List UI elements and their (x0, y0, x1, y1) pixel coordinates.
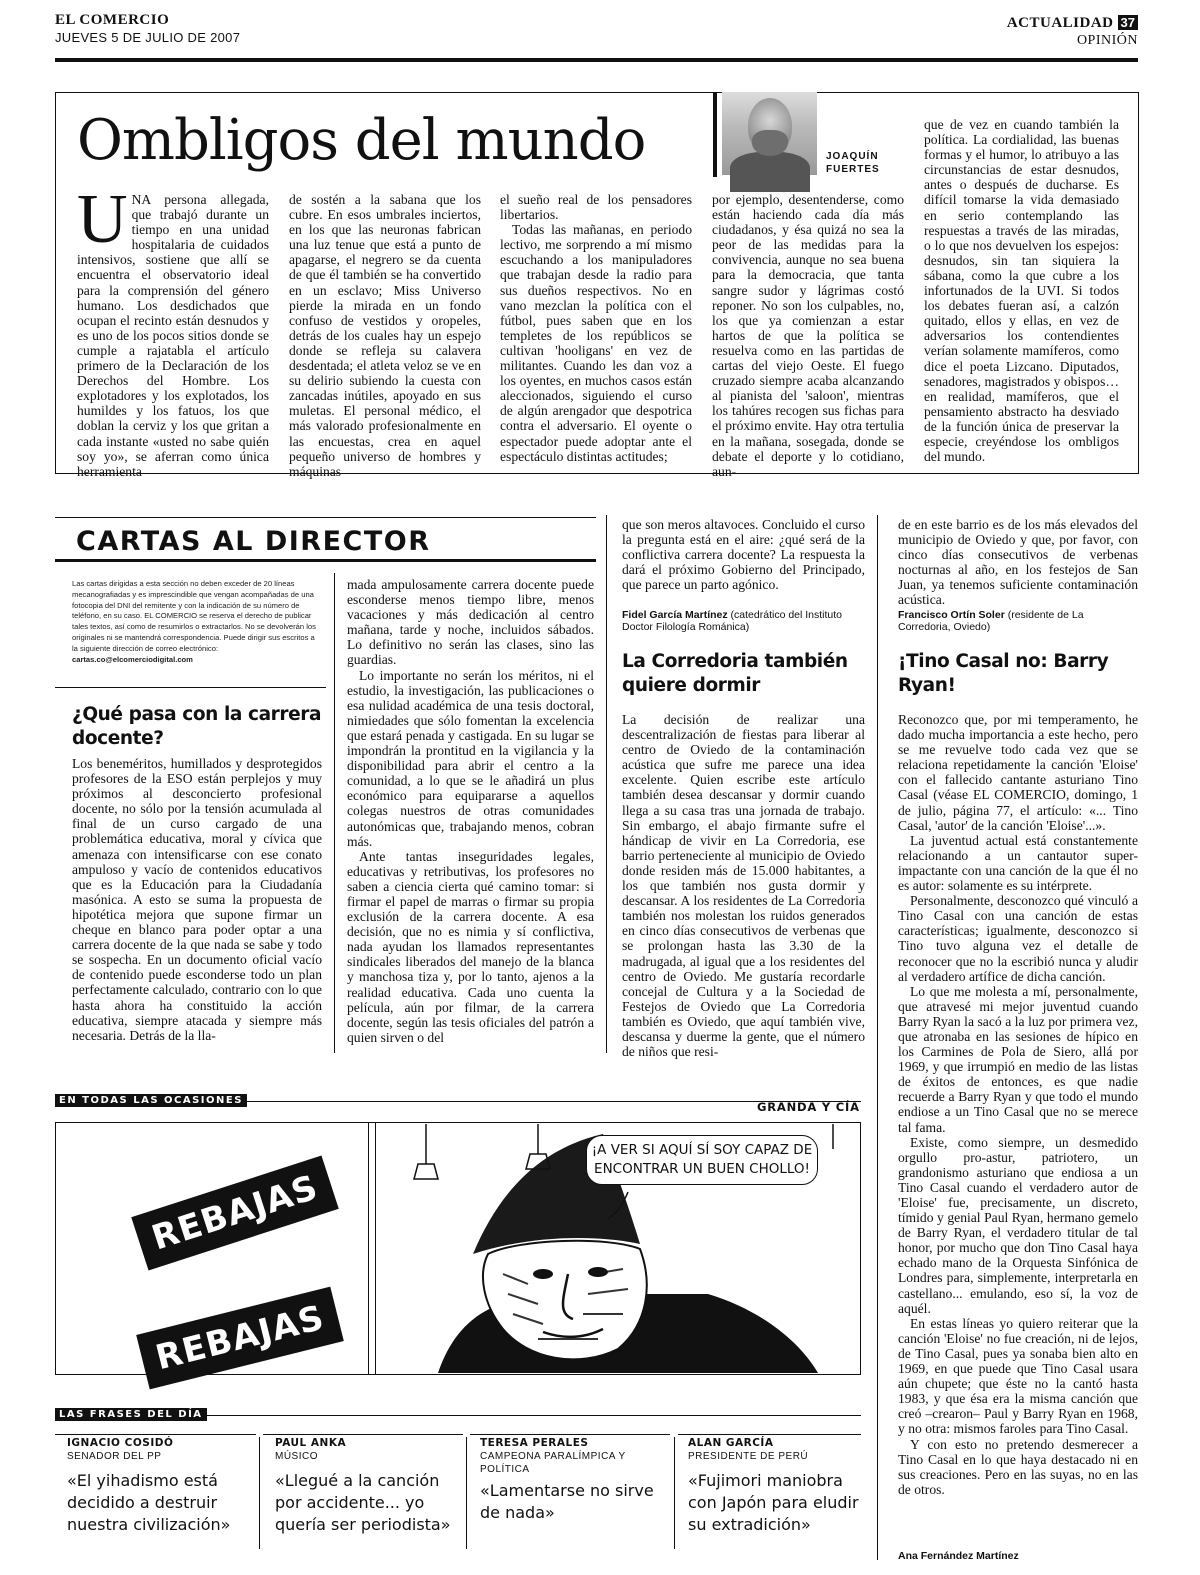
section-name: ACTUALIDAD (1006, 15, 1114, 31)
letter3-p7: Y con esto no pretendo desmerecer a Tino Casal en lo que haya destacado ni en sus creaciones. Pero en las suyas, no en las de otros. (898, 1436, 1138, 1497)
letter3-p1: Reconozco que, por mi temperamento, he dado mucha importancia a este hecho, pero se me revuelve todo cada vez que se relaciona repetidamente la canción 'Eloise' con el fallecido cantante asturiano Tino Casal (véase EL COMERCIO, domingo, 1 de julio, página 77, el artículo: «... Tino Casal, 'autor' de la canción 'Eloise'...». (898, 712, 1138, 833)
column-rule (606, 515, 607, 1053)
frases-col-rule (55, 1434, 256, 1435)
opinion-col3-p1: el sueño real de los pensadores libertarios. (500, 192, 692, 223)
letter2-p1: La decisión de realizar una descentralización de fiestas para liberar al centro de Oviedo de la contaminación acústica que sufre me parece una idea excelente. Quien escribe este artículo también desea descansar y dormir cuando llega a su casa tras una jornada de trabajo. Sin embargo, el abajo firmante sufre el hándicap de vivir en La Corredoria, ese barrio perteneciente al municipio de Oviedo donde residen más de 15.000 habitantes, a los que también nos gusta dormir y descansar. A los residentes de La Corredoria también nos molestan los ruidos generados en cinco días consecutivos de verbenas que se prolongan hasta las 3.30 de la madrugada, al igual que a los residentes del centro de Oviedo. Me gustaría recordarle concejal de Cultura y a la Sociedad de Festejos de Oviedo que La Corredoria también es Oviedo, que aquí también vive, descansa y duerme la gente, que el número de niños que resi- (622, 712, 865, 1060)
page-number: 37 (1118, 15, 1138, 30)
letter3-signature (898, 1550, 1138, 1562)
frase-role: PRESIDENTE DE PERÚ (688, 1451, 809, 1462)
letter3-p5: Existe, como siempre, un desmedido orgullo pro-astur, patriotero, un grandonismo asturiano que endiosa a un Tino Casal cuando el verdadero autor de 'Eloise' fue, precisamente, un discreto, tímido y genial Paul Ryan, hermano gemelo de Barry Ryan, el verdadero titular de tal honor, por mucho que don Tino Casal haya echado mano de la Orquesta Sinfónica de Londres para, simplemente, interpretarla en castellano... emulando, eso sí, la voz de aquél. (898, 1134, 1138, 1316)
page-header-left (55, 12, 240, 45)
letter2-sig-role: (residente de La Corredoria, Oviedo) (898, 609, 1084, 633)
frase-role: CAMPEONA PARALÍMPICA Y POLÍTICA (480, 1451, 626, 1475)
letter1-column-2 (347, 577, 594, 1053)
letter1-p3: Lo importante no serán los méritos, ni el estudio, la investigación, las publicaciones o esa nulidad académica de una tesis doctoral, nimiedades que sólo fomentan la excelencia que estará penada y castigada. En su lugar se impondrán la prontitud en la vigilancia y la disponibilidad para abrir el centro a la comunidad, a lo que se le añadirá un plus económico para equipararse a aquellos colegas nuestros de otras comunidades autonómicas que, trabajando menos, cobran más. (347, 667, 594, 849)
letter2-column-1 (622, 712, 865, 1060)
rebajas-sign-2: REBAJAS (136, 1287, 344, 1390)
cartoon-band-label: EN TODAS LAS OCASIONES (55, 1094, 247, 1107)
letter1-column-1 (72, 756, 322, 1053)
letter1-p2: mada ampulosamente carrera docente puede esconderse menos tiempo libre, menos vacaciones y más dedicación al centro mañana, tarde y noche, incluidos sábados. Lo definitivo no serán las clases, sino las guardias. (347, 577, 594, 668)
letter1-signature (622, 609, 865, 633)
letter2-title: La Corredoria también quiere dormir (622, 651, 848, 696)
cartoon-eye-left (533, 1269, 553, 1279)
letter1-p4: Ante tantas inseguridades legales, educativas y retributivas, los profesores no saben a ciencia cierta qué camino tomar: si firmar el papel de marras o firmar su propia exclusión de la carrera docente. A esa decisión, que no es nimia y sí conflictiva, nada ayudan los llamados representantes sindicales liberados del manejo de la blanca y manchosa tiza y, por lo tanto, ajenos a la realidad educativa. Cada uno cuenta la película, aún por filmar, de la carrera docente, según las tesis oficiales del patrón a quien sirven o del (347, 848, 594, 1045)
issue-date: JUEVES 5 DE JULIO DE 2007 (55, 30, 241, 45)
opinion-column-3 (500, 192, 692, 464)
letter2-p2: de en este barrio es de los más elevados del municipio de Oviedo y que, por favor, con cinco días consecutivos de verbenas nocturnas al año, en los festejos de San Juan, ya tenemos suficiente contaminación acústica. (898, 517, 1138, 608)
letter3-p3: Personalmente, desconozco qué vinculó a Tino Casal con una canción de estas características; igualmente, desconozco si Tino tuvo alguna vez el detalle de reconocer que no la escribió nunca y aludir al verdadero artífice de dicha canción. (898, 893, 1138, 984)
author-byline (826, 150, 880, 176)
rebajas-sign-1: REBAJAS (131, 1155, 339, 1270)
letter1-column-3 (622, 517, 865, 608)
author-first-name: JOAQUÍN (826, 151, 879, 162)
frase-name: TERESA PERALES (480, 1437, 589, 1449)
cartas-note-rule (55, 687, 326, 688)
letter1-title: ¿Qué pasa con la carrera docente? (72, 704, 322, 749)
cartas-top-rule (55, 517, 596, 518)
letter1-sig-name: Fidel García Martínez (622, 609, 728, 621)
bubble-line-1: ¡A VER SI AQUÍ SÍ SOY CAPAZ DE (591, 1142, 813, 1158)
drop-cap: U (77, 181, 128, 258)
cartas-section-title: CARTAS AL DIRECTOR (76, 526, 431, 557)
frase-item (688, 1437, 863, 1536)
opinion-column-2 (289, 192, 481, 479)
frase-quote: «Lamentarse no sirve de nada» (480, 1481, 654, 1522)
cartoon-eye-right (588, 1267, 608, 1277)
frases-col-rule (470, 1434, 670, 1435)
cartas-rule (55, 559, 596, 562)
cartas-email: cartas.co@elcomerciodigital.com (72, 654, 193, 664)
opinion-column-1 (77, 181, 269, 479)
frases-separator (259, 1437, 260, 1549)
opinion-col1-text: NA persona allegada, que trabajó durante un tiempo en una unidad hospitalaria de cuidados intensivos, sostiene que allí se encuentra el observatorio ideal para la comprensión del género humano. Los desdichados que ocupan el recinto están desnudos y es uno de los pocos sitios donde se cumple a rajatabla el artículo primero de la Declaración de los Derechos del Hombre. Los explotadores y los explotados, los humildes y los fatuos, los que doblan la cerviz y los que gritan a cada instante «usted no sabe quién soy yo», se aferran como única herramienta (77, 192, 269, 479)
header-rule (55, 58, 1138, 62)
column-rule (334, 573, 335, 1053)
letter3-p6: En estas líneas yo quiero reiterar que la canción 'Eloise' no fue creación, ni de lejos, de Tino Casal, pues ya sonaba bien alto en 1969, en que puede que Tino Casal usara aún chupete; que éste no la cantó hasta 1983, y que ésa era la misma canción que creó –crearon– Paul y Barry Ryan en 1968, y no otra: mismos faroles para Tino Casal. (898, 1315, 1138, 1437)
lamp-icon (414, 1124, 438, 1179)
cartas-note-text: Las cartas dirigidas a esta sección no deben exceder de 20 líneas mecanografiadas y es imprescindible que vengan acompañadas de una fotocopia del DNI del remitente y con la indicación de su número de teléfono, en su caso. EL COMERCIO se reserva el derecho de publicar tales textos, así como de resumirlos o extractarlos. No se devolverán los originales ni se mantendrá correspondencia. Puede dirigir sus escritos a la siguiente dirección de correo electrónico: (72, 579, 316, 653)
cartoon-panel-divider (368, 1122, 376, 1375)
frase-item (67, 1437, 259, 1536)
opinion-col2-text: de sostén a la sabana que los cubre. En esos umbrales inciertos, en los que las neuronas fabrican una luz tenue que está a punto de apagarse, el negrero se da cuenta de que él también se ha convertido en un esclavo; Miss Universo pierde la mirada en un fondo confuso de vestidos y oropeles, detrás de los cuales hay un espejo donde se refleja su calavera desdentada; el atleta veloz se ve en su delirio subiendo la cuesta con zancadas inútiles, apoyado en sus muletas. El personal médico, el más valorado profesionalmente en las encuestas, crea en aquel pequeño universo de hombres y máquinas (289, 192, 481, 479)
letter3-sig-name: Ana Fernández Martínez (898, 1550, 1019, 1562)
frases-col-rule (263, 1434, 463, 1435)
frase-item (480, 1437, 658, 1524)
page-header-right (1007, 12, 1138, 49)
letter2-column-2 (898, 517, 1138, 608)
opinion-col5-text: que de vez en cuando también la política. La cordialidad, las buenas formas y el humor, lo atribuyo a las circunstancias de estar desnudos, antes o después de ducharse. Es difícil tomarse la vida demasiado en serio contemplando las respuestas a través de las miradas, o lo que nos devuelven los espejos: desnudos, sin tan siquiera la sábana, como la que cubre a los infortunados de la UVI. Si todos los debates fueran así, a calzón quitado, ellos y ellas, en vez de adversarios los contendientes verían solamente mamíferos, como dice el poeta Lizcano. Diputados, senadores, magistrados y obispos… en realidad, mamíferos, que el pensamiento abstracto ha desviado de la función única de preservar la especie, creyéndose los ombligos del mundo. (924, 117, 1119, 465)
letter2-signature (898, 609, 1138, 633)
opinion-col4-text: por ejemplo, desentenderse, como están haciendo cada día más ciudadanos, y ésa quizá no sea la peor de las medidas para la convivencia, aunque no sea buena para la democracia, que tanta sangre sudor y lágrimas costó reponer. No son los culpables, no, los que ya comienzan a estar hartos de que la política se resuelva como en las partidas de cartas del viejo Oeste. El fuego cruzado siempre acaba alcanzando al pianista del 'saloon', mientras los tahúres recogen sus fichas para el próximo envite. Hay otra tertulia en la mañana, sosegada, donde se debate el deporte y lo cotidiano, aun- (712, 192, 904, 479)
frase-name: ALAN GARCÍA (688, 1437, 774, 1449)
subsection-name: OPINIÓN (1076, 33, 1138, 48)
frases-col-rule (678, 1434, 861, 1435)
frase-name: PAUL ANKA (275, 1437, 347, 1449)
letter3-column (898, 712, 1138, 1547)
letter3-p4: Lo que me molesta a mí, personalmente, que atravesé mi mejor juventud cuando Barry Ryan la sacó a la luz por primera vez, que atronaba en las sesiones de hípico en los Carmines de Pola de Siero, allá por 1969, y que irrumpió en medio de las listas de éxitos de entonces, es que nadie recuerde a Barry Ryan y que todo el mundo endiose a un Tino Casal que no se merece tal fama. (898, 983, 1138, 1135)
column-rule (877, 515, 878, 1560)
frase-name: IGNACIO COSIDÓ (67, 1437, 174, 1449)
frase-item (275, 1437, 467, 1536)
cartas-submission-note (72, 579, 322, 665)
opinion-title: Ombligos del mundo (77, 108, 646, 173)
bubble-line-2: ENCONTRAR UN BUEN CHOLLO! (594, 1161, 810, 1177)
frase-role: MÚSICO (275, 1451, 318, 1462)
letter1-sig-role: (catedrático del Instituto Doctor Filología Románica) (622, 609, 843, 633)
frases-separator (674, 1437, 675, 1549)
opinion-col3-p2: Todas las mañanas, en periodo lectivo, me sorprendo a mí mismo escuchando a los manipuladores que trabajan desde la radio para sus dueños respectivos. No en vano mezclan la política con el fútbol, pues saben que en los templetes de los repúblicos se cultivan 'hooligans' en vez de militantes. Cuando les dan voz a los oyentes, en muchos casos están aleccionados, siguiendo el curso de algún arengador que despotrica contra el adversario. El oyente o espectador puede adoptar ante el espectáculo distintas actitudes; (500, 222, 692, 464)
frase-quote: «Fujimori maniobra con Japón para eludir su extradición» (688, 1471, 859, 1534)
letter2-sig-name: Francisco Ortín Soler (898, 609, 1005, 621)
frase-role: SENADOR DEL PP (67, 1451, 162, 1462)
cartoon-credit: GRANDA Y CÍA (757, 1100, 860, 1114)
newspaper-name: EL COMERCIO (55, 12, 170, 28)
author-last-name: FUERTES (826, 164, 880, 175)
letter3-title: ¡Tino Casal no: Barry Ryan! (898, 651, 1109, 696)
frase-quote: «El yihadismo está decidido a destruir nuestra civilización» (67, 1471, 231, 1534)
speech-bubble (586, 1135, 818, 1185)
frase-quote: «Llegué a la canción por accidente... yo quería ser periodista» (275, 1471, 451, 1534)
letter1-p5: que son meros altavoces. Concluido el curso la pregunta está en el aire: ¿qué será de la conflictiva carrera docente? La respuesta la dará el próximo Gobierno del Principado, que parece un parto agónico. (622, 517, 865, 593)
letter3-p2: La juventud actual está constantemente relacionando a un cantautor super-impactante con una canción de la que él no es autor: solamente es su intérprete. (898, 832, 1138, 894)
opinion-column-4 (712, 192, 904, 479)
letter1-p1: Los beneméritos, humillados y desprotegidos profesores de la ESO están perplejos y muy próximos al desconcierto profesional docente, no sólo por la tensión acumulada al final de un curso cargado de una problemática educativa, moral y cívica que amenaza con intensificarse con ese conato ampuloso y vacío de contenidos educativos que es la Educación para la Ciudadanía masónica. A esto se suma la propuesta de hipotética mejora que supone firmar un cheque en blanco para poder optar a una carrera docente de la que nada se sabe y todo se sospecha. En un documento oficial vacío de contenido puede esconderse todo un plan perfectamente calculado, contrario con lo que hasta ahora ha constituido la acción educativa, siempre atacada y siempre más necesaria. Detrás de la lla- (72, 756, 322, 1043)
frases-band-label: LAS FRASES DEL DÍA (55, 1408, 207, 1421)
author-photo (722, 92, 817, 175)
opinion-column-5 (924, 117, 1119, 464)
author-rule (713, 92, 717, 177)
